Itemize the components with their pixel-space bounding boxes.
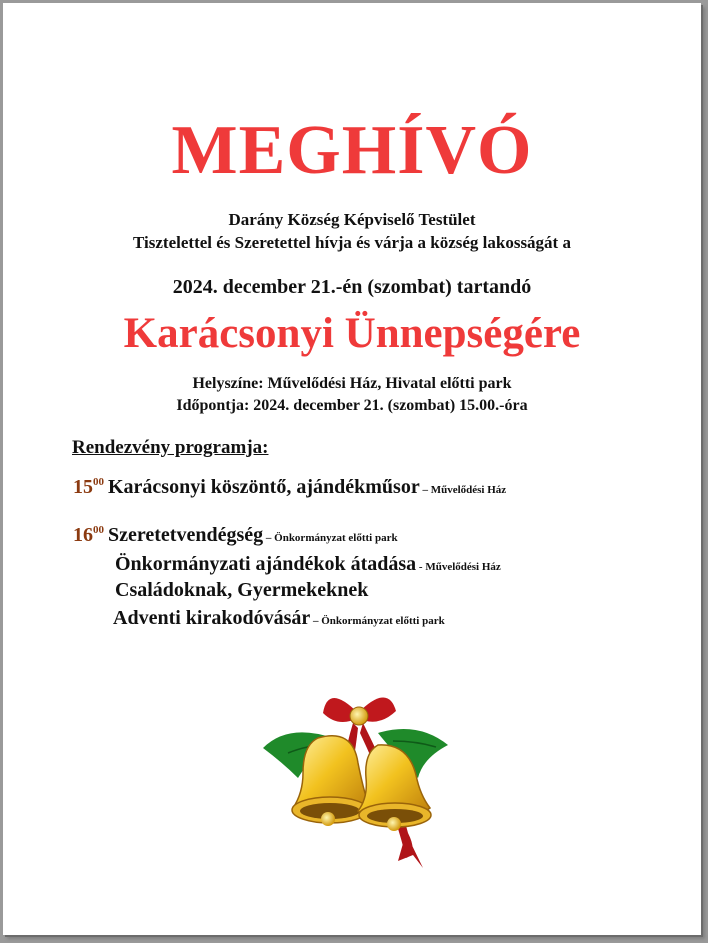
christmas-bells-icon	[258, 683, 458, 873]
program-item-location: – Önkormányzat előtti park	[310, 615, 445, 627]
program-item	[115, 553, 501, 576]
date-line: 2024. december 21.-én (szombat) tartandó	[172, 276, 532, 298]
event-title: Karácsonyi Ünnepségére	[123, 310, 581, 357]
program-item-location: – Önkormányzat előtti park	[263, 532, 398, 544]
program-time: $16^{00}$	[73, 524, 104, 546]
organizer-line: Darány Község Képviselő Testület	[228, 210, 476, 229]
page-title: MEGHÍVÓ	[171, 112, 533, 189]
program-item	[115, 579, 368, 602]
program-heading: Rendezvény programja:	[72, 437, 269, 458]
program-item	[73, 476, 506, 499]
program-time: $15^{00}$	[73, 476, 104, 498]
program-item-location: – Művelődési Ház	[419, 484, 507, 496]
invitation-page	[3, 3, 701, 935]
venue-line: Helyszíne: Művelődési Ház, Hivatal előtti park	[192, 375, 512, 392]
program-item	[73, 524, 398, 547]
invitation-line: Tisztelettel és Szeretettel hívja és várja a község lakosságát a	[133, 233, 571, 252]
program-item-label: Családoknak, Gyermekeknek	[115, 579, 369, 601]
program-item-label: Karácsonyi köszöntő, ajándékműsor	[108, 476, 420, 498]
program-item-label: Szeretetvendégség	[108, 524, 264, 546]
program-item-location: - Művelődési Ház	[416, 561, 501, 573]
program-item-label: Önkormányzati ajándékok átadása	[115, 553, 417, 575]
program-item-label: Adventi kirakodóvásár	[113, 607, 311, 629]
program-item	[113, 607, 445, 630]
time-line: Időpontja: 2024. december 21. (szombat) 15.00.-óra	[176, 397, 528, 414]
